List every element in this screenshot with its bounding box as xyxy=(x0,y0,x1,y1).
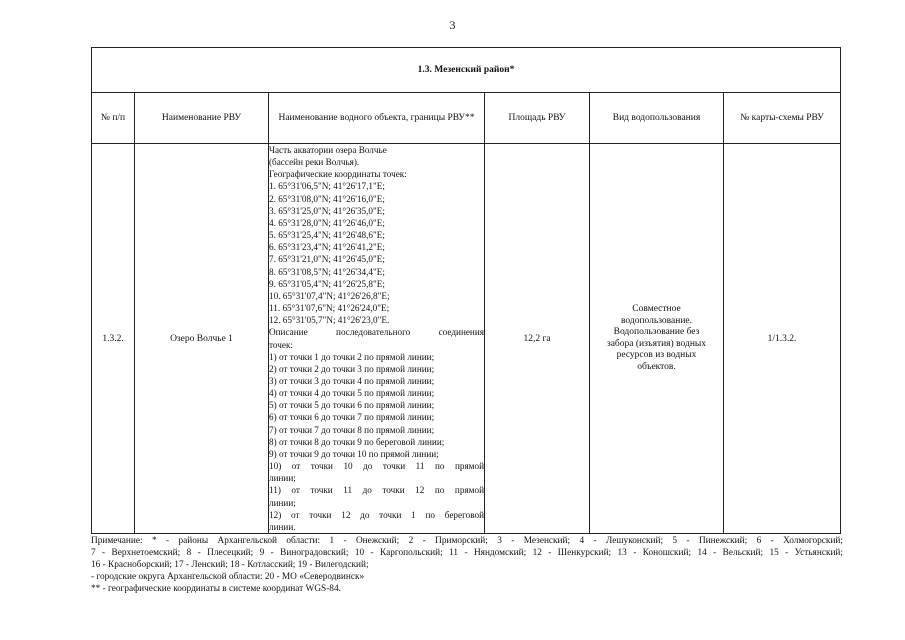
footnotes xyxy=(91,535,843,595)
description-line: линии; xyxy=(269,473,296,484)
section-title: 1.3. Мезенский район* xyxy=(92,48,841,93)
usage-line: водопользование. xyxy=(620,315,693,326)
row-area: 12,2 га xyxy=(485,144,590,534)
col-header-usage: Вид водопользования xyxy=(590,93,724,144)
description-line: 9) от точки 9 до точки 10 по прямой линии; xyxy=(269,448,439,459)
description-line: 12) от точки 12 до точки 1 по береговой xyxy=(269,509,484,520)
usage-line: Водопользование без xyxy=(613,327,700,337)
table-row xyxy=(92,144,841,534)
description-line: 1. 65°31'06,5"N; 41°26'17,1"E; xyxy=(269,181,385,192)
description-line: 12. 65°31'05,7"N; 41°26'23,0"E. xyxy=(269,315,390,326)
description-line: точек: xyxy=(269,339,293,350)
row-description xyxy=(269,144,485,534)
footnote-line: Примечание: * - районы Архангельской области: 1 - Онежский; 2 - Приморский; 3 - Мезенский; 4 - Лешуконский; 5 - Пинежский; 6 - Холмогорский; xyxy=(91,536,843,546)
page-number: 3 xyxy=(449,18,456,32)
description-line: 9. 65°31'05,4"N; 41°26'25,8"E; xyxy=(269,278,385,289)
row-name: Озеро Волчье 1 xyxy=(135,144,269,534)
description-line: 5) от точки 5 до точки 6 по прямой линии; xyxy=(269,400,435,411)
description-line: Описание последовательного соединения xyxy=(269,327,484,338)
description-line: 3. 65°31'25,0"N; 41°26'35,0"E; xyxy=(269,205,385,216)
description-line: 10. 65°31'07,4"N; 41°26'26,8"E; xyxy=(269,290,390,301)
description-line: Часть акватории озера Волчье xyxy=(269,145,387,155)
description-line: 6. 65°31'23,4"N; 41°26'41,2"E; xyxy=(269,242,385,253)
usage-lines xyxy=(590,304,723,373)
description-line: (бассейн реки Волчья). xyxy=(269,157,360,168)
col-header-number: № п/п xyxy=(92,93,135,144)
usage-line: забора (изъятия) водных xyxy=(606,338,707,349)
footnote-line: - городские округа Архангельской области: 20 - МО «Северодвинск» xyxy=(91,572,365,582)
footnote-line: 7 - Верхнетоемский; 8 - Плесецкий; 9 - Виноградовский; 10 - Каргопольский; 11 - Няндомский; 12 - Шенкурский; 13 - Коношский; 14 - Вельский; 15 - Устьянский; xyxy=(91,548,843,558)
description-line: 4) от точки 4 до точки 5 по прямой линии; xyxy=(269,388,435,399)
description-line: линии. xyxy=(269,521,296,532)
description-line: 1) от точки 1 до точки 2 по прямой линии; xyxy=(269,351,435,362)
description-line: 8) от точки 8 до точки 9 по береговой линии; xyxy=(269,436,445,447)
usage-line: ресурсов из водных xyxy=(616,350,697,360)
description-line: 6) от точки 6 до точки 7 по прямой линии; xyxy=(269,412,435,423)
description-line: 3) от точки 3 до точки 4 по прямой линии; xyxy=(269,375,435,386)
description-line: 10) от точки 10 до точки 11 по прямой xyxy=(269,461,484,472)
usage-line: Совместное xyxy=(632,304,681,314)
description-line: 2) от точки 2 до точки 3 по прямой линии; xyxy=(269,363,435,374)
description-line: 11. 65°31'07,6"N; 41°26'24,0"E; xyxy=(269,303,390,314)
footnote-line: ** - географические координаты в системе координат WGS-84. xyxy=(91,584,341,594)
section-title-row xyxy=(92,48,841,93)
description-line: 2. 65°31'08,0"N; 41°26'16,0"E; xyxy=(269,193,385,204)
description-line: 11) от точки 11 до точки 12 по прямой xyxy=(269,485,484,496)
col-header-area: Площадь РВУ xyxy=(485,93,590,144)
row-map-number: 1/1.3.2. xyxy=(724,144,841,534)
usage-line: объектов. xyxy=(637,361,676,372)
header-row xyxy=(92,93,841,144)
description-lines xyxy=(269,144,484,533)
description-line: линии; xyxy=(269,497,296,508)
col-header-water-object: Наименование водного объекта, границы РВУ** xyxy=(269,93,485,144)
description-line: Географические координаты точек: xyxy=(269,169,407,180)
description-line: 8. 65°31'08,5"N; 41°26'34,4"E; xyxy=(269,266,385,277)
col-header-map: № карты-схемы РВУ xyxy=(724,93,841,144)
water-use-table xyxy=(91,47,841,534)
footnote-line: 16 - Красноборский; 17 - Ленский; 18 - Котласский; 19 - Вилегодский; xyxy=(91,560,369,570)
col-header-name: Наименование РВУ xyxy=(135,93,269,144)
description-line: 7. 65°31'21,0"N; 41°26'45,0"E; xyxy=(269,254,385,265)
row-usage xyxy=(590,144,724,534)
description-line: 4. 65°31'28,0"N; 41°26'46,0"E; xyxy=(269,217,385,228)
description-line: 5. 65°31'25,4"N; 41°26'48,6"E; xyxy=(269,230,385,241)
row-number: 1.3.2. xyxy=(92,144,135,534)
description-line: 7) от точки 7 до точки 8 по прямой линии; xyxy=(269,424,435,435)
